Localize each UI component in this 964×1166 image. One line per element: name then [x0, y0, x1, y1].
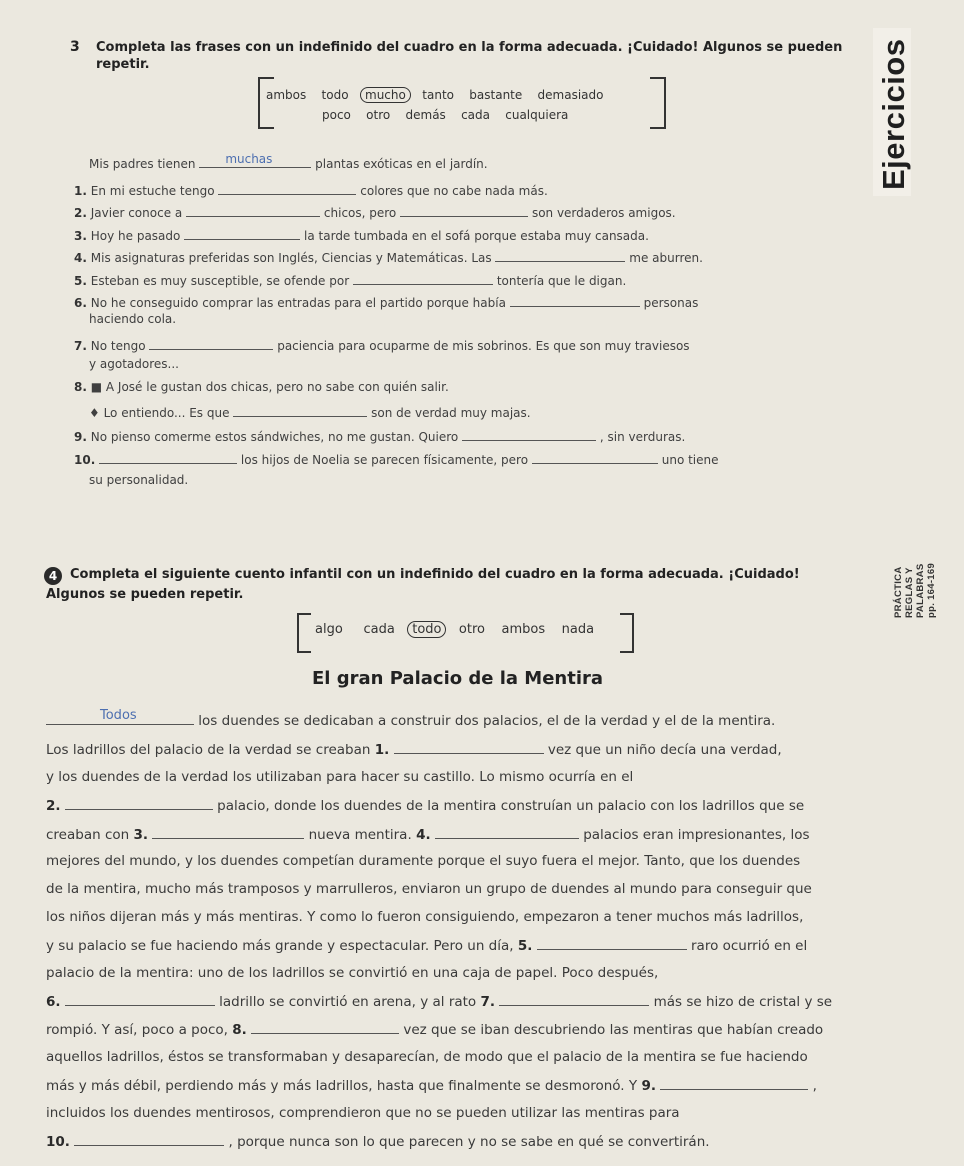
ex3-item-8-cont	[89, 404, 531, 420]
story-line-5	[46, 826, 810, 843]
answer-blank[interactable]	[353, 272, 493, 285]
story-text: ladrillo se convirtió en arena, y al rato	[219, 994, 477, 1010]
item-text: ■ A José le gustan dos chicas, pero no sabe con quién salir.	[90, 380, 449, 394]
blank-number: 3.	[133, 827, 149, 843]
ejercicios-label: Ejercicios	[876, 38, 911, 190]
story-text: los duendes se dedicaban a construir dos palacios, el de la verdad y el de la mentira.	[198, 713, 776, 729]
blank-number: 10.	[46, 1134, 70, 1150]
item-text: son verdaderos amigos.	[531, 206, 676, 220]
item-number: 6.	[74, 296, 87, 310]
story-text: nueva mentira.	[308, 827, 412, 843]
blank-number: 8.	[232, 1022, 247, 1038]
word-box-row-2	[322, 108, 568, 122]
ex3-item-8	[74, 380, 449, 394]
blank-number: 9.	[641, 1078, 656, 1094]
ex3-item-10	[74, 451, 719, 467]
item-text: No he conseguido comprar las entradas para el partido porque había	[90, 296, 506, 310]
example-answer: muchas	[225, 152, 273, 166]
word-ambos: ambos	[501, 622, 546, 637]
example-sentence	[89, 152, 488, 171]
answer-blank[interactable]	[394, 741, 544, 754]
answer-blank[interactable]	[149, 337, 273, 350]
word-todo-circled: todo	[407, 621, 446, 638]
blank-number: 6.	[46, 994, 61, 1010]
item-number: 8.	[74, 380, 87, 394]
item-number: 3.	[74, 229, 87, 243]
item-text: los hijos de Noelia se parecen físicamente, pero	[240, 453, 529, 467]
item-text: paciencia para ocuparme de mis sobrinos. Es que son muy traviesos	[277, 339, 690, 353]
item-text: personas	[643, 296, 699, 310]
word-box-right-bracket	[650, 77, 666, 129]
word-todo: todo	[321, 88, 349, 102]
story-text: Los ladrillos del palacio de la verdad se creaban	[46, 742, 371, 758]
item-number: 7.	[74, 339, 87, 353]
item-text: Mis asignaturas preferidas son Inglés, Ciencias y Matemáticas. Las	[90, 251, 492, 265]
answer-blank[interactable]	[660, 1077, 808, 1090]
blank-number: 7.	[480, 994, 496, 1010]
story-line-12	[46, 1021, 823, 1038]
example-after: plantas exóticas en el jardín.	[315, 157, 488, 171]
item-number: 5.	[74, 274, 87, 288]
story-text: raro ocurrió en el	[691, 938, 808, 954]
answer-blank[interactable]	[233, 404, 367, 417]
exercise-4-title-line-1: Completa el siguiente cuento infantil con un indefinido del cuadro en la forma adecuada. ¡Cuidado!	[70, 567, 800, 582]
exercise-4-number	[44, 565, 62, 585]
item-text: , sin verduras.	[599, 430, 686, 444]
story-text: más se hizo de cristal y se	[653, 994, 833, 1010]
example-answer-blank	[199, 152, 311, 168]
answer-blank[interactable]	[435, 826, 579, 839]
ex3-item-4	[74, 249, 703, 265]
word-poco: poco	[322, 108, 351, 122]
ex3-item-7-cont: y agotadores...	[89, 357, 179, 371]
practica-label: PRÁCTICA REGLAS Y PALABRAS pp. 164-169	[893, 562, 937, 618]
story-line-3: y los duendes de la verdad los utilizaban para hacer su castillo. Lo mismo ocurría en el	[46, 769, 634, 785]
story-line-6: mejores del mundo, y los duendes competían duramente porque el suyo fuera el mejor. Tanto, que los duendes	[46, 853, 801, 869]
exercise-4-badge: 4	[44, 567, 62, 585]
answer-blank[interactable]	[74, 1133, 224, 1146]
story-line-11	[46, 993, 832, 1010]
example-before: Mis padres tienen	[89, 157, 196, 171]
story-text: creaban con	[46, 827, 130, 843]
story-line-16	[46, 1133, 710, 1150]
answer-blank[interactable]	[537, 937, 687, 950]
answer-blank[interactable]	[499, 993, 649, 1006]
word-mucho-circled: mucho	[360, 87, 411, 103]
word-ambos: ambos	[266, 88, 307, 102]
blank-number: 2.	[46, 798, 61, 814]
exercise-3-title: Completa las frases con un indefinido del cuadro en la forma adecuada. ¡Cuidado! Algunos se pueden repetir.	[96, 40, 843, 72]
story-text: , porque nunca son lo que parecen y no se sabe en qué se convertirán.	[228, 1134, 710, 1150]
story-text: rompió. Y así, poco a poco,	[46, 1022, 228, 1038]
item-text: Hoy he pasado	[90, 229, 181, 243]
word-cada: cada	[461, 108, 490, 122]
story-line-2	[46, 741, 782, 758]
word-cualquiera: cualquiera	[505, 108, 569, 122]
item-text: No pienso comerme estos sándwiches, no me gustan. Quiero	[90, 430, 459, 444]
word-demas: demás	[405, 108, 446, 122]
story-text: ,	[812, 1078, 817, 1094]
item-text: la tarde tumbada en el sofá porque estaba muy cansada.	[304, 229, 649, 243]
word-otro: otro	[366, 108, 391, 122]
answer-blank[interactable]	[186, 204, 320, 217]
story-text: más y más débil, perdiendo más y más ladrillos, hasta que finalmente se desmoronó. Y	[46, 1078, 638, 1094]
story-line-15: incluidos los duendes mentirosos, comprendieron que no se pueden utilizar las mentiras para	[46, 1105, 680, 1121]
story-text: palacio, donde los duendes de la mentira construían un palacio con los ladrillos que se	[217, 798, 805, 814]
word-bastante: bastante	[469, 88, 523, 102]
ex3-item-9	[74, 428, 685, 444]
item-text: son de verdad muy majas.	[371, 406, 531, 420]
word-cada: cada	[363, 622, 395, 637]
ex3-item-3	[74, 227, 649, 243]
item-number: 9.	[74, 430, 87, 444]
answer-blank[interactable]	[99, 451, 237, 464]
answer-blank[interactable]	[184, 227, 300, 240]
item-number: 10.	[74, 453, 96, 467]
item-text: No tengo	[90, 339, 146, 353]
word-demasiado: demasiado	[537, 88, 604, 102]
word-box-2-left-bracket	[297, 613, 311, 653]
item-text: me aburren.	[629, 251, 703, 265]
answer-blank[interactable]	[218, 182, 356, 195]
answer-blank[interactable]	[400, 204, 528, 217]
blank-number: 5.	[517, 938, 533, 954]
item-text: uno tiene	[661, 453, 719, 467]
story-text: vez que un niño decía una verdad,	[547, 742, 782, 758]
answer-blank[interactable]	[251, 1021, 399, 1034]
story-line-9	[46, 937, 807, 954]
ex3-item-2	[74, 204, 676, 220]
answer-blank[interactable]	[510, 294, 640, 307]
ex3-item-7	[74, 337, 690, 353]
ex3-item-10-cont: su personalidad.	[89, 473, 189, 487]
story-title: El gran Palacio de la Mentira	[312, 668, 604, 689]
word-box-row-1	[266, 88, 603, 102]
story-line-8: los niños dijeran más y más mentiras. Y como lo fueron consiguiendo, empezaron a tener muchos más ladrillos,	[46, 909, 804, 925]
item-text: colores que no cabe nada más.	[360, 184, 548, 198]
item-text: tontería que le digan.	[496, 274, 627, 288]
story-line-10: palacio de la mentira: uno de los ladrillos se convirtió en una caja de papel. Poco después,	[46, 965, 659, 981]
word-box-2	[315, 622, 594, 637]
blank-number: 1.	[374, 742, 390, 758]
story-line-1	[46, 708, 776, 729]
item-text: Javier conoce a	[90, 206, 183, 220]
item-text: En mi estuche tengo	[90, 184, 215, 198]
ex3-item-5	[74, 272, 626, 288]
word-otro: otro	[458, 622, 485, 637]
story-text: palacios eran impresionantes, los	[583, 827, 810, 843]
answer-blank[interactable]	[532, 451, 658, 464]
item-text: ♦ Lo entiendo... Es que	[89, 406, 230, 420]
ex3-item-6	[74, 294, 698, 310]
blank-number: 4.	[416, 827, 431, 843]
story-line-14	[46, 1077, 817, 1094]
answer-blank[interactable]	[65, 993, 215, 1006]
exercise-3-number: 3	[70, 39, 80, 55]
item-number: 2.	[74, 206, 87, 220]
word-algo: algo	[315, 622, 343, 637]
story-line-13: aquellos ladrillos, éstos se transformaban y desaparecían, de modo que el palacio de la mentira se fue haciendo	[46, 1049, 808, 1065]
story-example-answer: Todos	[100, 708, 137, 723]
exercise-4-title-line-2: Algunos se pueden repetir.	[46, 587, 244, 602]
item-text: Esteban es muy susceptible, se ofende por	[90, 274, 350, 288]
answer-blank[interactable]	[462, 428, 596, 441]
example-answer-blank	[46, 708, 194, 725]
answer-blank[interactable]	[495, 249, 625, 262]
answer-blank[interactable]	[152, 826, 304, 839]
word-box-2-right-bracket	[620, 613, 634, 653]
ex3-item-1	[74, 182, 548, 198]
word-tanto: tanto	[422, 88, 455, 102]
item-number: 4.	[74, 251, 87, 265]
item-number: 1.	[74, 184, 87, 198]
item-text: chicos, pero	[323, 206, 397, 220]
story-line-7: de la mentira, mucho más tramposos y marrulleros, enviaron un grupo de duendes al mundo para conseguir que	[46, 881, 812, 897]
story-line-4	[46, 797, 804, 814]
answer-blank[interactable]	[65, 797, 213, 810]
ex3-item-6-cont: haciendo cola.	[89, 312, 177, 326]
word-nada: nada	[561, 622, 595, 637]
word-box-left-bracket	[258, 77, 274, 129]
story-text: vez que se iban descubriendo las mentiras que habían creado	[403, 1022, 824, 1038]
story-text: y su palacio se fue haciendo más grande y espectacular. Pero un día,	[46, 938, 514, 954]
